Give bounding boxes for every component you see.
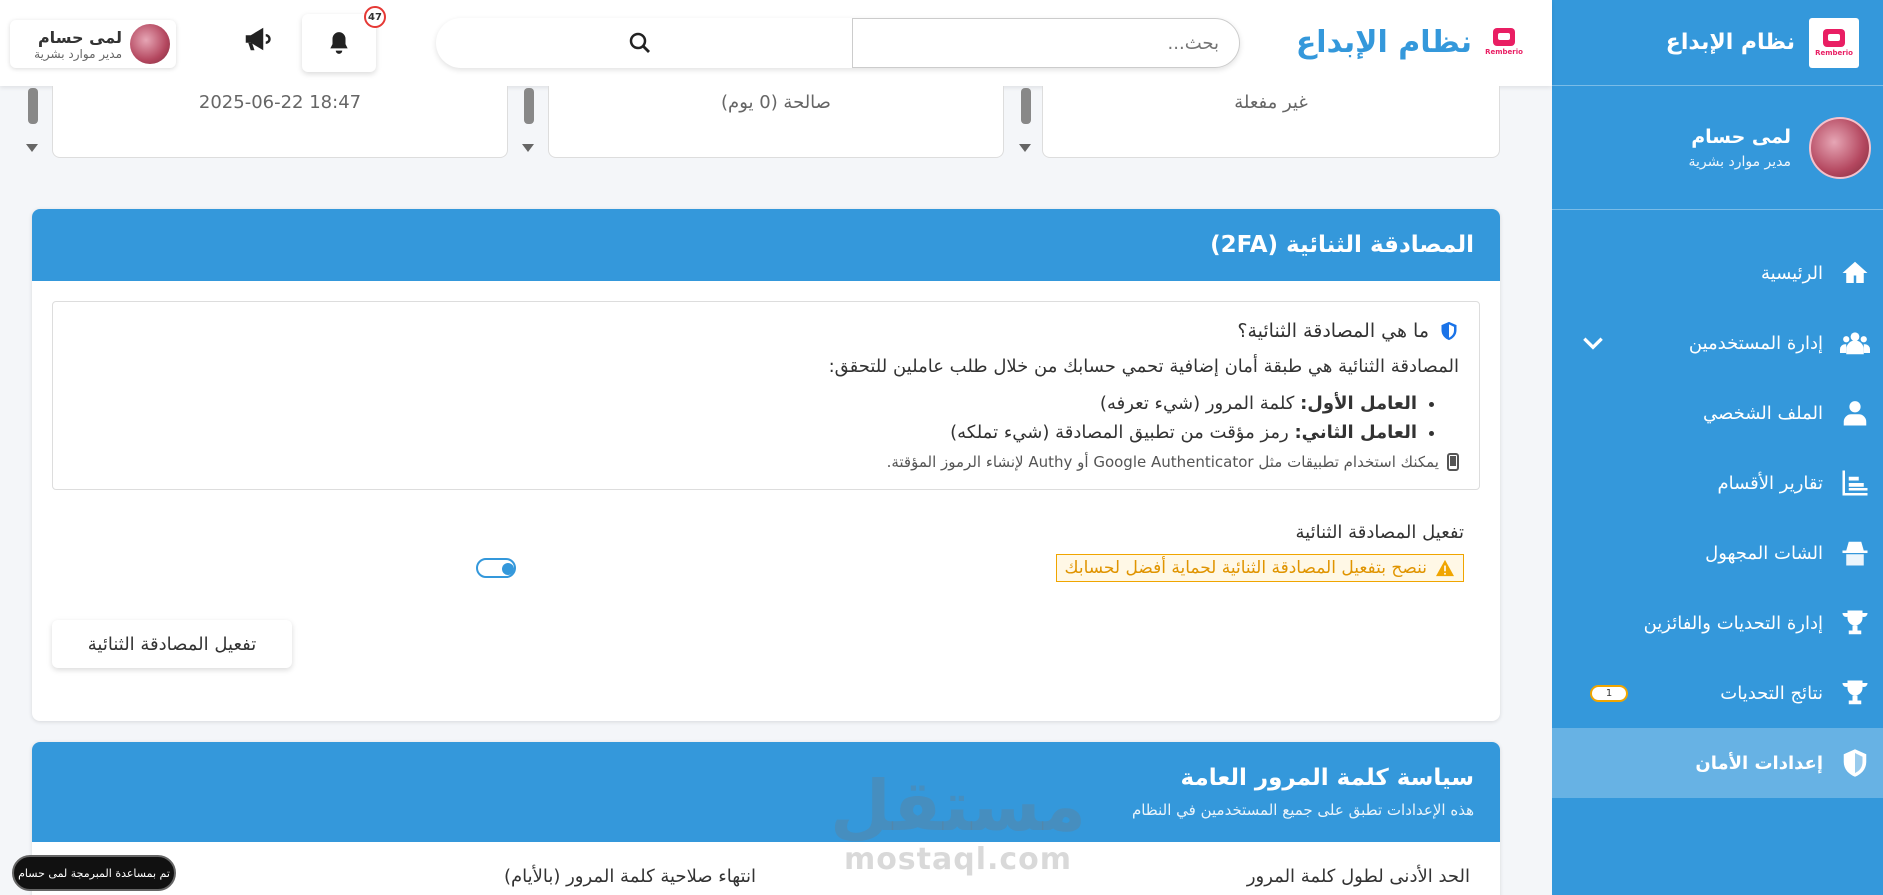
main-content — [0, 86, 1552, 895]
twofa-title: المصادقة الثنائية (2FA) — [1210, 232, 1474, 258]
notifications-button[interactable] — [302, 11, 382, 72]
twofa-toggle-switch[interactable] — [476, 558, 516, 578]
sidebar-item-label: الشات المجهول — [1705, 542, 1823, 564]
notification-count-badge: 47 — [364, 6, 386, 28]
users-icon — [1837, 325, 1873, 361]
cart-logo-icon — [1823, 29, 1845, 47]
search-icon[interactable] — [628, 31, 652, 55]
cart-logo-icon: Remberio — [1486, 24, 1522, 60]
sidebar-item-users[interactable] — [1552, 308, 1883, 378]
chart-icon — [1837, 465, 1873, 501]
topbar-user-role: مدير موارد بشرية — [34, 46, 122, 61]
min-length-label: الحد الأدنى لطول كلمة المرور — [1246, 866, 1470, 887]
sidebar-item-home[interactable] — [1552, 238, 1883, 308]
sidebar-item-reports[interactable] — [1552, 448, 1883, 518]
scroll-down-arrow-icon — [522, 144, 534, 152]
info-card-value: 18:47 2025-06-22 — [198, 92, 362, 113]
user-menu[interactable] — [10, 20, 176, 68]
card-scrollbar[interactable] — [28, 86, 38, 158]
list-item: • العامل الأول: كلمة المرور (شيء تعرفه) — [73, 393, 1417, 414]
megaphone-icon[interactable] — [242, 24, 272, 54]
info-card-value: غير مفعلة — [1234, 92, 1308, 113]
search-input[interactable] — [852, 18, 1240, 68]
sidebar-item-label: إعدادات الأمان — [1695, 752, 1823, 774]
sidebar-item-challenges[interactable] — [1552, 588, 1883, 658]
footer-credit: تم بمساعدة المبرمجة لمى حسام — [12, 855, 176, 891]
expiry-label: انتهاء صلاحية كلمة المرور (بالأيام) — [503, 866, 756, 887]
shield-icon — [1439, 320, 1459, 342]
list-item: • العامل الثاني: رمز مؤقت من تطبيق المصادقة (شيء تملكه) — [73, 422, 1417, 443]
sidebar-item-label: تقارير الأقسام — [1717, 472, 1823, 494]
trophy-icon — [1837, 605, 1873, 641]
trophy-icon — [1837, 675, 1873, 711]
twofa-info-box — [52, 301, 1480, 490]
scroll-down-arrow-icon — [1019, 144, 1031, 152]
panel-header — [32, 742, 1500, 842]
search-bar — [436, 18, 1240, 68]
twofa-note: يمكنك استخدام تطبيقات مثل Google Authenticator أو Authy لإنشاء الرموز المؤقتة. — [73, 453, 1459, 471]
scroll-down-arrow-icon — [26, 144, 38, 152]
enable-2fa-button[interactable]: تفعيل المصادقة الثنائية — [52, 620, 292, 668]
warning-icon — [1435, 559, 1455, 577]
info-card-last-login — [52, 86, 508, 158]
twofa-toggle-row — [32, 490, 1500, 655]
topbar-user-name: لمى حسام — [37, 27, 122, 47]
info-card-password-validity — [548, 86, 1004, 158]
app-logo[interactable] — [1809, 18, 1859, 68]
info-card-2fa-status — [1042, 86, 1500, 158]
twofa-warning: ننصح بتفعيل المصادقة الثنائية لحماية أفضل لحسابك — [1056, 554, 1464, 582]
logo-text: Remberio — [1815, 48, 1853, 57]
sidebar-item-profile[interactable] — [1552, 378, 1883, 448]
twofa-factors-list — [73, 393, 1459, 443]
twofa-panel — [32, 209, 1500, 721]
topbar — [0, 0, 1552, 86]
sidebar-item-security[interactable] — [1552, 728, 1883, 798]
user-icon — [1837, 395, 1873, 431]
chevron-down-icon[interactable] — [1580, 330, 1606, 361]
card-scrollbar[interactable] — [1021, 86, 1031, 158]
sidebar-header — [1552, 0, 1883, 86]
sidebar-item-anonymous-chat[interactable] — [1552, 518, 1883, 588]
sidebar-app-title: نظام الإبداع — [1665, 30, 1795, 55]
panel-header — [32, 209, 1500, 281]
card-scrollbar[interactable] — [524, 86, 534, 158]
incognito-icon — [1837, 535, 1873, 571]
topbar-app-title: نظام الإبداع — [1295, 24, 1472, 60]
sidebar-item-label: الرئيسية — [1761, 262, 1823, 284]
password-policy-subtitle: هذه الإعدادات تطبق على جميع المستخدمين في النظام — [1131, 801, 1474, 819]
twofa-toggle-label: تفعيل المصادقة الثنائية — [1295, 522, 1464, 543]
mobile-phone-icon — [1447, 453, 1459, 471]
sidebar-item-challenge-results[interactable] — [1552, 658, 1883, 728]
twofa-description: المصادقة الثنائية هي طبقة أمان إضافية تحمي حسابك من خلال طلب عاملين للتحقق: — [828, 356, 1459, 377]
sidebar — [1552, 0, 1883, 895]
bell-icon — [326, 29, 352, 57]
sidebar-item-label: الملف الشخصي — [1703, 402, 1823, 424]
avatar — [130, 24, 170, 64]
password-policy-title: سياسة كلمة المرور العامة — [1180, 765, 1474, 791]
sidebar-nav — [1552, 210, 1883, 798]
sidebar-user-role: مدير موارد بشرية — [1688, 153, 1791, 170]
sidebar-item-label: إدارة التحديات والفائزين — [1643, 612, 1823, 634]
info-card-value: صالحة (0 يوم) — [721, 92, 831, 113]
sidebar-user-card — [1552, 86, 1883, 210]
topbar-brand[interactable] — [1296, 24, 1522, 60]
shield-icon — [1837, 745, 1873, 781]
sidebar-item-label: إدارة المستخدمين — [1688, 332, 1823, 354]
count-badge: 1 — [1590, 685, 1628, 702]
sidebar-user-name: لمى حسام — [1691, 125, 1791, 148]
watermark: مستقل mostaql.com — [830, 765, 1087, 877]
twofa-question: ما هي المصادقة الثنائية؟ — [73, 320, 1459, 342]
password-policy-panel — [32, 742, 1500, 895]
avatar — [1809, 117, 1871, 179]
home-icon — [1837, 255, 1873, 291]
sidebar-item-label: نتائج التحديات — [1720, 682, 1823, 704]
